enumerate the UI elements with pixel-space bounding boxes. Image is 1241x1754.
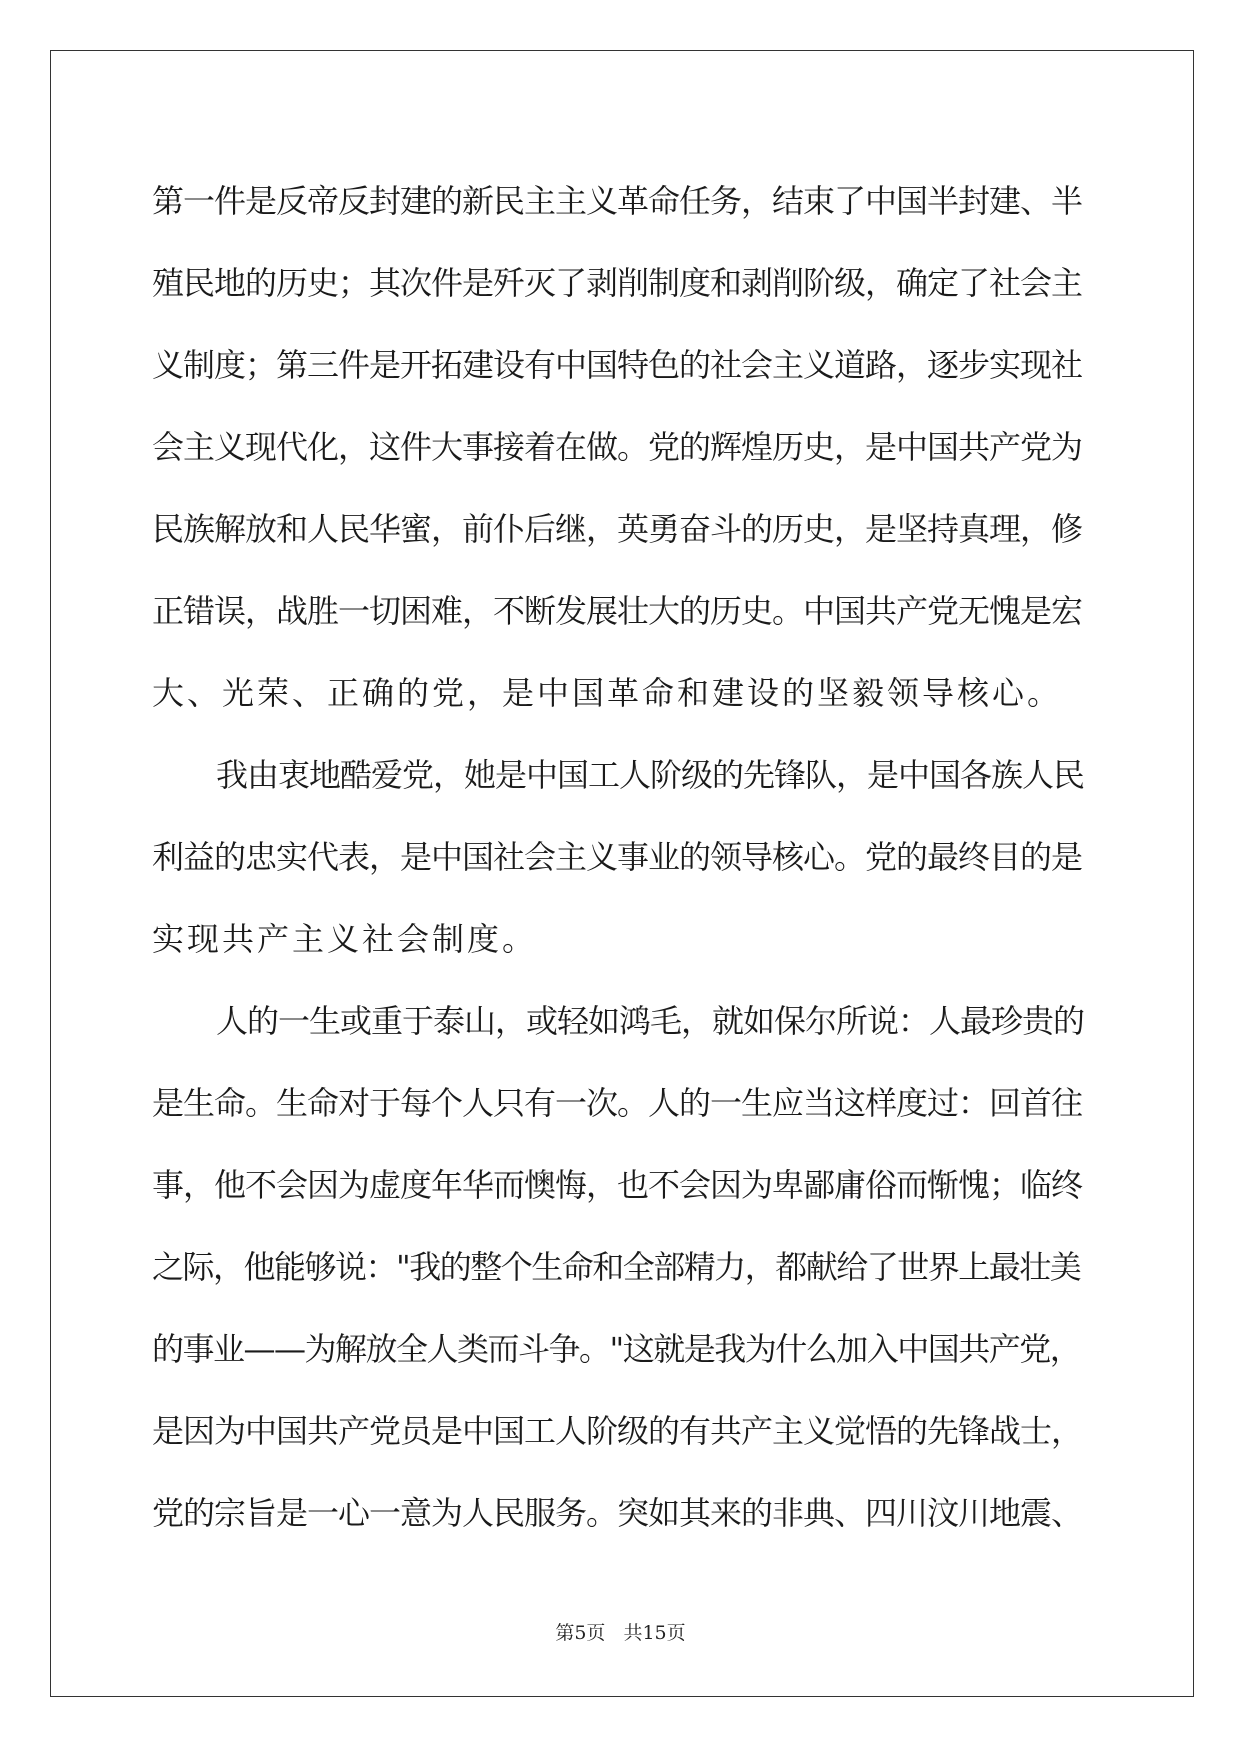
- page-number: 第5页: [555, 1622, 606, 1644]
- text-line: 利益的忠实代表，是中国社会主义事业的领导核心。党的最终目的是: [152, 838, 1083, 876]
- text-line: 民族解放和人民华蜜，前仆后继，英勇奋斗的历史，是坚持真理，修: [152, 510, 1083, 548]
- text-line: 大、光荣、正确的党，是中国革命和建设的坚毅领导核心。: [152, 674, 1063, 712]
- text-line: 第一件是反帝反封建的新民主主义革命任务，结束了中国半封建、半: [152, 182, 1083, 220]
- text-line: 人的一生或重于泰山，或轻如鸿毛，就如保尔所说：人最珍贵的: [216, 1002, 1085, 1040]
- text-line: 之际，他能够说："我的整个生命和全部精力，都献给了世界上最壮美: [152, 1248, 1081, 1286]
- page-total: 共15页: [623, 1622, 686, 1644]
- text-line: 是生命。生命对于每个人只有一次。人的一生应当这样度过：回首往: [152, 1084, 1083, 1122]
- text-line: 实现共产主义社会制度。: [152, 920, 538, 958]
- text-line: 是因为中国共产党员是中国工人阶级的有共产主义觉悟的先锋战士，: [152, 1412, 1083, 1450]
- text-line: 殖民地的历史；其次件是歼灭了剥削制度和剥削阶级，确定了社会主: [152, 264, 1083, 302]
- text-line: 我由衷地酷爱党，她是中国工人阶级的先锋队，是中国各族人民: [216, 756, 1085, 794]
- text-line: 党的宗旨是一心一意为人民服务。突如其来的非典、四川汶川地震、: [152, 1494, 1083, 1532]
- document-body: [152, 160, 1092, 1554]
- page-footer: [0, 1618, 1241, 1645]
- text-line: 的事业——为解放全人类而斗争。"这就是我为什么加入中国共产党，: [152, 1330, 1081, 1368]
- text-line: 正错误，战胜一切困难，不断发展壮大的历史。中国共产党无愧是宏: [152, 592, 1083, 630]
- text-line: 会主义现代化，这件大事接着在做。党的辉煌历史，是中国共产党为: [152, 428, 1083, 466]
- text-line: 事，他不会因为虚度年华而懊悔，也不会因为卑鄙庸俗而惭愧；临终: [152, 1166, 1083, 1204]
- text-line: 义制度；第三件是开拓建设有中国特色的社会主义道路，逐步实现社: [152, 346, 1083, 384]
